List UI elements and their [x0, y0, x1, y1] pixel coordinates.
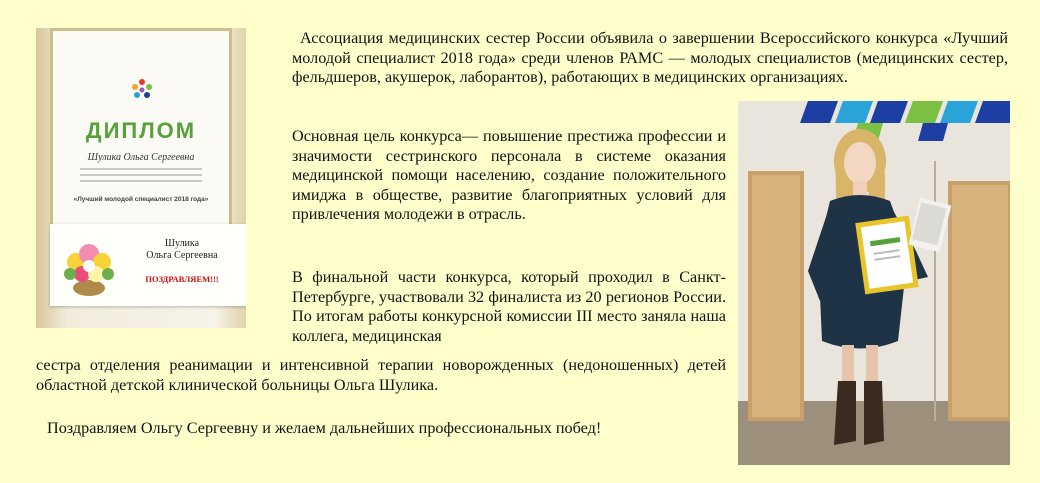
diploma-contest: «Лучший молодой специалист 2018 года»: [73, 196, 209, 203]
card-congrats: ПОЗДРАВЛЯЕМ!!!: [145, 274, 219, 284]
diploma-text-lines: [80, 168, 202, 186]
intro-paragraph: Ассоциация медицинских сестер России объявила о завершении Всероссийского конкурса «Лучший молодой специалист 2018 года» среди членов РАМС — молодых специалистов (медицинских сестер, фельдшеров, акушерок, лаборантов), работающих в медицинских организациях.: [292, 29, 1008, 87]
award-winner-photo: [738, 101, 1010, 465]
congratulation-paragraph: Поздравляем Ольгу Сергеевну и желаем дальнейших профессиональных побед!: [47, 419, 602, 437]
final-paragraph-part2: сестра отделения реанимации и интенсивной терапии новорожденных (недоношенных) детей областной детской клинической больницы Ольга Шулика.: [36, 356, 726, 394]
diploma-title: ДИПЛОМ: [85, 118, 197, 143]
diploma-photo: [36, 28, 246, 328]
congrats-card: [50, 224, 246, 306]
dots-logo-icon: [128, 76, 156, 104]
final-paragraph-part1: В финальной части конкурса, который проходил в Санкт-Петербурге, участвовали 32 финалиста из 20 регионов России. По итогам работы конкурсной комиссии III место заняла наша коллега, медицинская: [292, 268, 726, 345]
goal-paragraph: Основная цель конкурса— повышение престижа профессии и значимости сестринского персонала в системе оказания медицинской помощи населению, создание положительного имиджа в обществе, развитие благоприятных условий для привлечения молодежи в отрасль.: [292, 127, 726, 224]
bouquet-icon: [58, 232, 120, 298]
photo-scene: [738, 101, 1010, 465]
diploma-awardee: Шулика Ольга Сергеевна: [87, 152, 195, 163]
held-diploma: [855, 216, 918, 295]
card-name: Шулика Ольга Сергеевна: [146, 238, 218, 261]
diploma-frame: [50, 28, 232, 233]
